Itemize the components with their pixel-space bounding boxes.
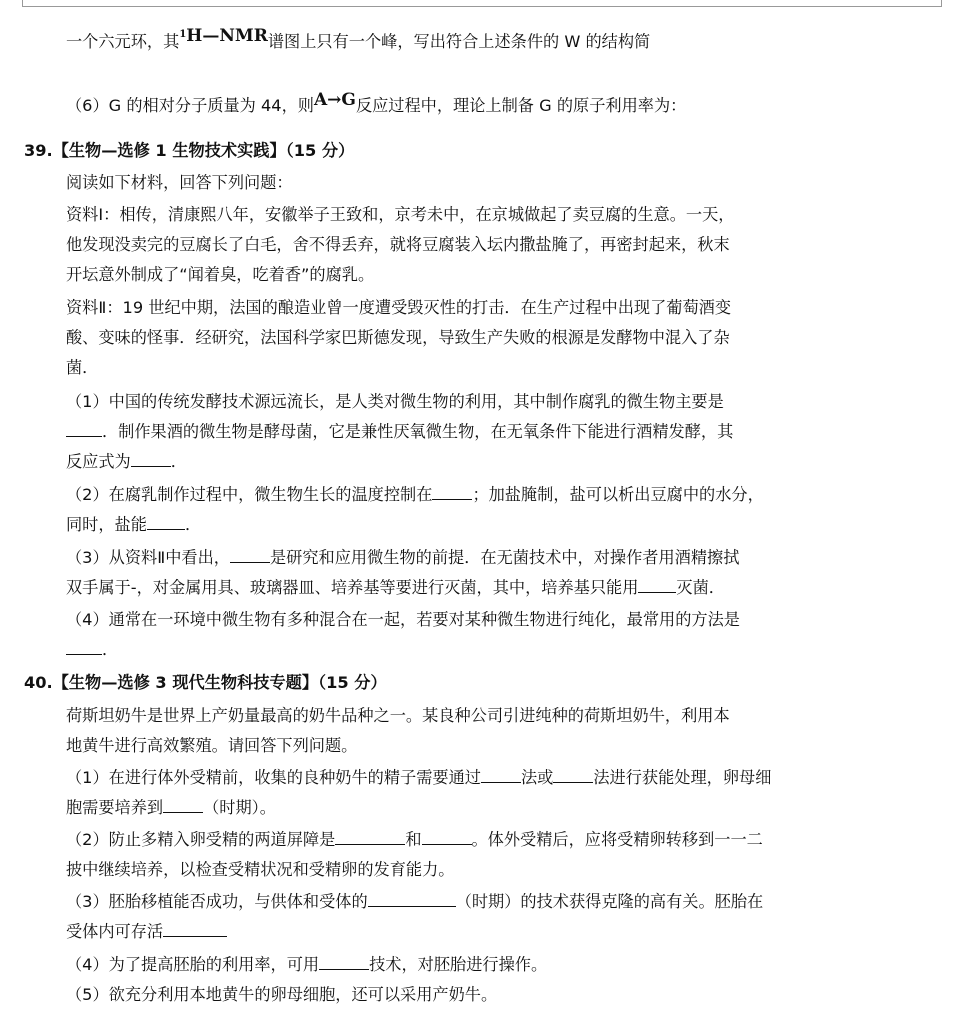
q39-part1-line1: （1）中国的传统发酵技术源远流长，是人类对微生物的利用，其中制作腐乳的微生物主要是 bbox=[66, 392, 724, 411]
q40-part2-line2: 披中继续培养，以检查受精状况和受精卵的发育能力。 bbox=[66, 860, 455, 879]
answer-blank[interactable] bbox=[147, 515, 185, 530]
q39-part3-text-a: （3）从资料Ⅱ中看出， bbox=[66, 548, 230, 567]
page-top-border bbox=[22, 0, 942, 7]
q40-part1-text-a: （1）在进行体外受精前，收集的良种奶牛的精子需要通过 bbox=[66, 768, 481, 787]
q38-part6 bbox=[66, 90, 687, 116]
q40-part3-line1 bbox=[66, 892, 763, 912]
answer-blank[interactable] bbox=[481, 768, 521, 783]
q39-part3-text-c: 双手属于-，对金属用具、玻璃器皿、培养基等要进行灭菌，其中，培养基只能用 bbox=[66, 578, 639, 597]
answer-blank[interactable] bbox=[368, 892, 456, 907]
q40-part2-text-c: 。体外受精后，应将受精卵转移到一一二 bbox=[471, 830, 763, 849]
q40-part1-text-b: 法或 bbox=[521, 768, 554, 787]
q39-part3-line2 bbox=[66, 578, 725, 598]
nmr-superscript: 1 bbox=[179, 29, 187, 40]
nmr-label bbox=[179, 26, 268, 46]
q40-part4-text-b: 技术，对胚胎进行操作。 bbox=[369, 955, 548, 974]
q40-part2-text-a: （2）防止多精入卵受精的两道屏障是 bbox=[66, 830, 336, 849]
q39-part2-text-a: （2）在腐乳制作过程中，微生物生长的温度控制在 bbox=[66, 485, 433, 504]
q40-intro-line2: 地黄牛进行高效繁殖。请回答下列问题。 bbox=[66, 736, 358, 755]
q39-part1-line3-text-b: ． bbox=[170, 452, 187, 471]
q38-text-b: 谱图上只有一个峰，写出符合上述条件的 W 的结构简 bbox=[267, 32, 651, 51]
q40-part1-text-c: 法进行获能处理，卵母细 bbox=[593, 768, 772, 787]
q40-part4 bbox=[66, 955, 547, 975]
q40-header: 40.【生物—选修 3 现代生物科技专题】（15 分） bbox=[24, 673, 387, 692]
answer-blank[interactable] bbox=[319, 955, 369, 970]
q39-material1-line1: 资料Ⅰ：相传，清康熙八年，安徽举子王致和，京考未中，在京城做起了卖豆腐的生意。一天， bbox=[66, 205, 735, 224]
answer-blank[interactable] bbox=[335, 830, 405, 845]
q39-material2-line1: 资料Ⅱ：19 世纪中期，法国的酿造业曾一度遭受毁灭性的打击．在生产过程中出现了葡萄酒变 bbox=[66, 298, 732, 317]
q40-part5: （5）欲充分利用本地黄牛的卵母细胞，还可以采用产奶牛。 bbox=[66, 985, 498, 1004]
q39-part1-line3 bbox=[66, 452, 187, 472]
q39-part2-line2 bbox=[66, 515, 201, 535]
q39-material2-line3: 菌． bbox=[66, 358, 99, 377]
q39-part2-text-c: 同时，盐能 bbox=[66, 515, 147, 534]
q39-header: 39.【生物—选修 1 生物技术实践】（15 分） bbox=[24, 141, 355, 160]
q40-part1-line1 bbox=[66, 768, 771, 788]
q39-part1-line2 bbox=[66, 422, 733, 442]
q39-material2-line2: 酸、变味的怪事．经研究，法国科学家巴斯德发现，导致生产失败的根源是发酵物中混入了杂 bbox=[66, 328, 730, 347]
q40-part3-text-a: （3）胚胎移植能否成功，与供体和受体的 bbox=[66, 892, 368, 911]
q40-part3-line2 bbox=[66, 922, 227, 942]
q39-part1-line2-text: ．制作果酒的微生物是酵母菌，它是兼性厌氧微生物，在无氧条件下能进行酒精发酵，其 bbox=[102, 422, 734, 441]
q38-6-text-a: （6）G 的相对分子质量为 44，则 bbox=[66, 96, 314, 115]
q38-6-text-b: 反应过程中，理论上制备 G 的原子利用率为： bbox=[355, 96, 687, 115]
q39-material1-line2: 他发现没卖完的豆腐长了白毛，舍不得丢弃，就将豆腐装入坛内撒盐腌了，再密封起来，秋末 bbox=[66, 235, 730, 254]
q40-part1-text-d: 胞需要培养到 bbox=[66, 798, 164, 817]
answer-blank[interactable] bbox=[638, 578, 676, 593]
q39-part4-text: ． bbox=[102, 640, 119, 659]
answer-blank[interactable] bbox=[230, 548, 270, 563]
q39-part1-line3-text-a: 反应式为 bbox=[66, 452, 131, 471]
q40-part2-line1 bbox=[66, 830, 763, 850]
q40-part1-text-e: （时期）。 bbox=[203, 798, 276, 817]
q40-part3-text-b: （时期）的技术获得克隆的高有关。胚胎在 bbox=[455, 892, 764, 911]
q38-text-a: 一个六元环，其 bbox=[66, 32, 180, 51]
nmr-text: H—NMR bbox=[186, 26, 268, 46]
q39-part4-line1: （4）通常在一环境中微生物有多种混合在一起，若要对某种微生物进行纯化，最常用的方法是 bbox=[66, 610, 740, 629]
answer-blank[interactable] bbox=[66, 640, 102, 655]
q39-material1-line3: 开坛意外制成了“闻着臭，吃着香”的腐乳。 bbox=[66, 265, 375, 284]
q39-part3-text-b: 是研究和应用微生物的前提．在无菌技术中，对操作者用酒精擦拭 bbox=[269, 548, 740, 567]
answer-blank[interactable] bbox=[66, 422, 102, 437]
q40-intro-line1: 荷斯坦奶牛是世界上产奶量最高的奶牛品种之一。某良种公司引进纯种的荷斯坦奶牛，利用本 bbox=[66, 706, 730, 725]
answer-blank[interactable] bbox=[163, 798, 203, 813]
q39-part2-line1 bbox=[66, 485, 764, 505]
q40-part2-text-b: 和 bbox=[405, 830, 422, 849]
q40-part4-text-a: （4）为了提高胚胎的利用率，可用 bbox=[66, 955, 320, 974]
answer-blank[interactable] bbox=[131, 452, 171, 467]
q39-part3-line1 bbox=[66, 548, 739, 568]
answer-blank[interactable] bbox=[432, 485, 472, 500]
q40-part1-line2 bbox=[66, 798, 276, 818]
answer-blank[interactable] bbox=[163, 922, 227, 937]
q39-part3-text-d: 灭菌． bbox=[676, 578, 725, 597]
answer-blank[interactable] bbox=[422, 830, 472, 845]
q39-part2-text-b: ；加盐腌制，盐可以析出豆腐中的水分， bbox=[472, 485, 764, 504]
answer-blank[interactable] bbox=[553, 768, 593, 783]
q38-line1 bbox=[66, 26, 651, 55]
q39-part2-text-d: ． bbox=[184, 515, 202, 534]
q39-intro: 阅读如下材料，回答下列问题： bbox=[66, 173, 293, 192]
q40-part3-text-c: 受体内可存活 bbox=[66, 922, 164, 941]
q39-part4-line2 bbox=[66, 640, 118, 660]
reaction-a-to-g: A→G bbox=[313, 90, 356, 110]
